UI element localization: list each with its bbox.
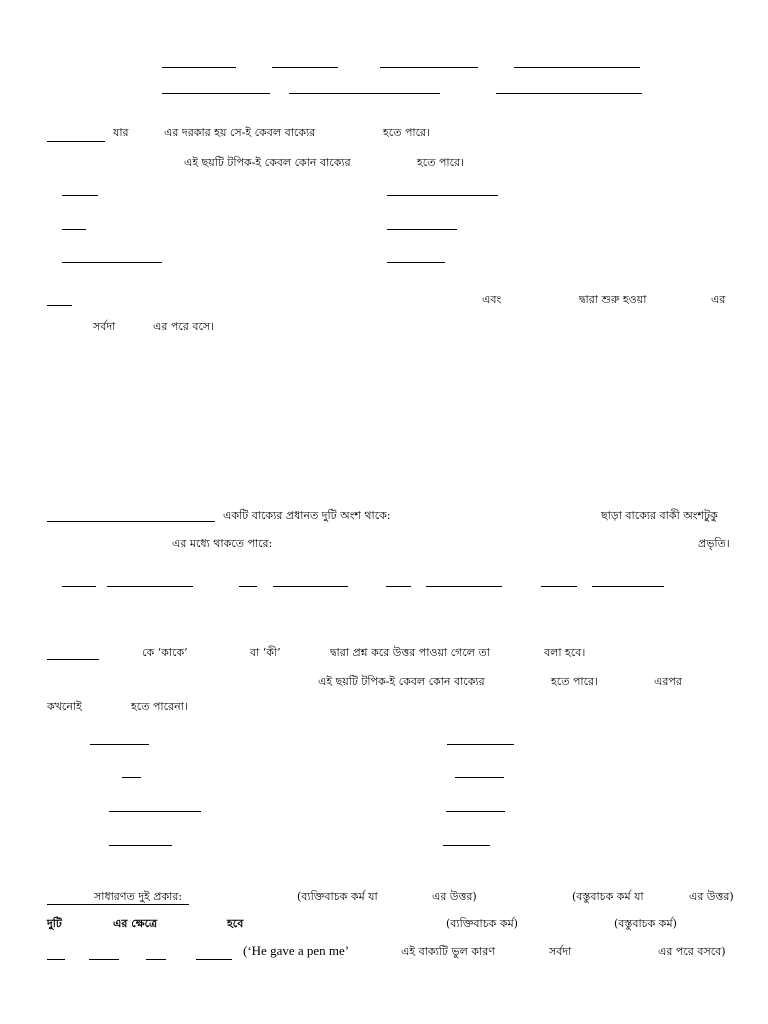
example-blank — [47, 959, 65, 960]
types-line2-text-a: দুটি — [47, 917, 62, 930]
fill-blank — [47, 521, 215, 522]
object-line2-text-a: এই ছয়টি টপিক-ই কেবল কোন বাক্যের — [318, 675, 485, 688]
after-line1-text-b: দ্বারা শুরু হওয়া — [579, 293, 647, 306]
types-line3-text-b: এই বাক্যটি ভুল কারণ — [401, 945, 495, 958]
types-line2-text-b: এর ক্ষেত্রে — [113, 917, 158, 930]
parts-blank — [541, 586, 577, 587]
subject-line1-text-a: যার — [113, 126, 129, 139]
title-blank — [272, 67, 338, 68]
topic-blank — [443, 845, 490, 846]
types-line1-text-b: (ব্যক্তিবাচক কর্ম যা — [297, 890, 378, 903]
topic-blank — [62, 195, 98, 196]
object-line1-text-d: বলা হবে। — [544, 646, 586, 659]
after-line2-text-b: এর পরে বসে। — [153, 320, 215, 333]
title-blank — [162, 93, 270, 94]
fill-blank — [47, 141, 105, 142]
topic-blank — [109, 811, 201, 812]
parts-line1-text-b: ছাড়া বাক্যের বাকী অংশটুকু — [601, 509, 718, 522]
title-blank — [289, 93, 440, 94]
types-line2-text-d: (ব্যক্তিবাচক কর্ম) — [446, 917, 518, 930]
title-blank — [380, 67, 478, 68]
fill-blank — [47, 659, 99, 660]
object-line3-text-a: কখনোই — [47, 700, 82, 713]
topic-blank — [455, 777, 504, 778]
topic-blank — [387, 195, 498, 196]
topic-blank — [446, 811, 505, 812]
parts-line2-text-a: এর মধ্যে থাকতে পারে: — [172, 537, 273, 550]
example-blank — [196, 959, 232, 960]
topic-blank — [62, 262, 162, 263]
object-line3-text-b: হতে পারেনা। — [131, 700, 188, 713]
object-line1-text-c: দ্বারা প্রশ্ন করে উত্তর পাওয়া গেলে তা — [330, 646, 490, 659]
parts-blank — [107, 586, 193, 587]
object-line2-text-c: এরপর — [654, 675, 682, 688]
fill-blank — [47, 904, 189, 905]
topic-blank — [447, 744, 514, 745]
parts-blank — [239, 586, 257, 587]
parts-blank — [62, 586, 96, 587]
types-line2-text-e: (বস্তুবাচক কর্ম) — [614, 917, 677, 930]
topic-blank — [387, 229, 457, 230]
parts-line1-text-a: একটি বাক্যের প্রধানত দুটি অংশ থাকে: — [223, 509, 391, 522]
example-blank — [146, 959, 166, 960]
parts-blank — [592, 586, 664, 587]
types-line3-text-c: সর্বদা — [549, 945, 572, 958]
types-line3-text-a: (‘He gave a pen me’ — [243, 943, 350, 958]
title-blank — [496, 93, 642, 94]
fill-blank — [47, 305, 72, 306]
title-blank — [514, 67, 640, 68]
subject-line2-text-a: এই ছয়টি টপিক-ই কেবল কোন বাক্যের — [184, 156, 351, 169]
types-line1-text-a: সাধারণত দুই প্রকার: — [94, 890, 183, 903]
after-line1-text-a: এবং — [482, 293, 502, 306]
title-blank — [162, 67, 236, 68]
subject-line2-text-b: হতে পারে। — [417, 156, 465, 169]
types-line1-text-c: এর উত্তর) — [432, 890, 477, 903]
types-line2-text-c: হবে — [227, 917, 244, 930]
example-blank — [89, 959, 119, 960]
parts-blank — [386, 586, 411, 587]
topic-blank — [387, 262, 445, 263]
types-line3-text-d: এর পরে বসবে) — [658, 945, 726, 958]
topic-blank — [122, 777, 141, 778]
object-line1-text-b: বা ‘কী’ — [250, 646, 281, 659]
subject-line1-text-b: এর দরকার হয় সে-ই কেবল বাক্যের — [164, 126, 316, 139]
types-line1-text-d: (বস্তুবাচক কর্ম যা — [572, 890, 644, 903]
after-line1-text-c: এর — [711, 293, 726, 306]
topic-blank — [62, 229, 86, 230]
object-line1-text-a: কে ‘কাকে’ — [142, 646, 188, 659]
parts-blank — [273, 586, 348, 587]
parts-blank — [426, 586, 502, 587]
parts-line2-text-b: প্রভৃতি। — [698, 537, 730, 550]
types-line1-text-e: এর উত্তর) — [689, 890, 734, 903]
subject-line1-text-c: হতে পারে। — [383, 126, 431, 139]
topic-blank — [109, 845, 172, 846]
topic-blank — [90, 744, 149, 745]
after-line2-text-a: সর্বদা — [93, 320, 116, 333]
object-line2-text-b: হতে পারে। — [551, 675, 599, 688]
